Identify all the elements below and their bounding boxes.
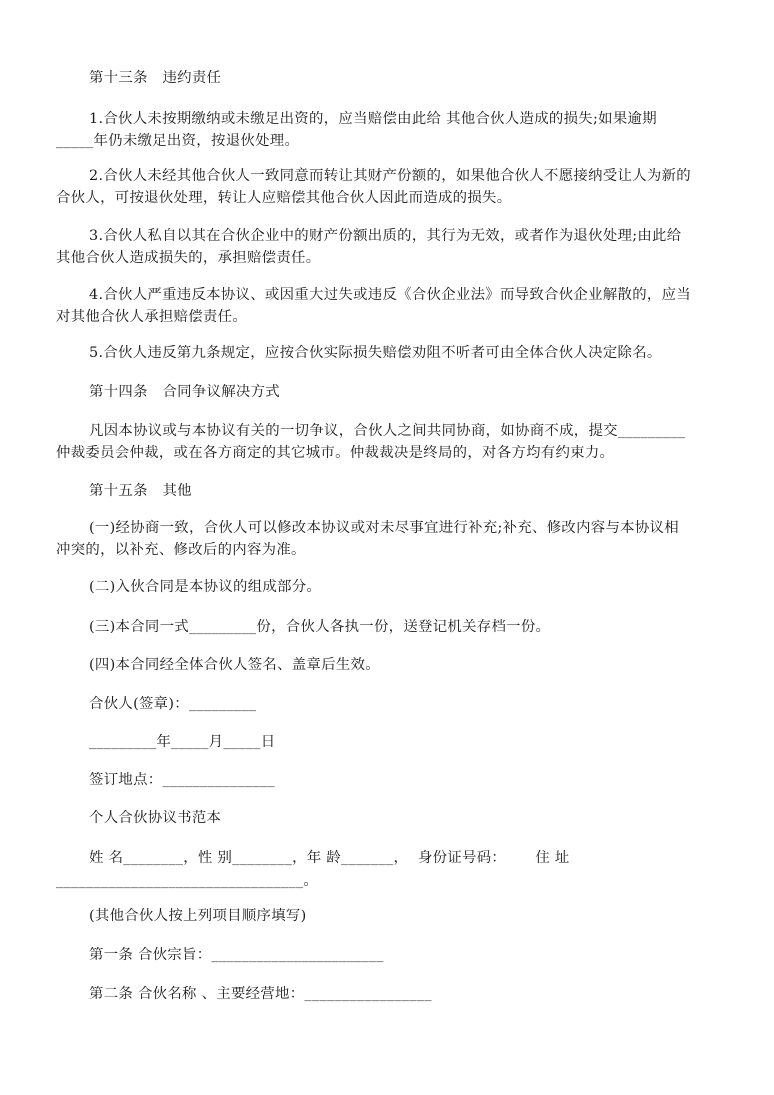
article-15-heading: 第十五条 其他 [89, 483, 192, 499]
article-14-heading: 第十四条 合同争议解决方式 [89, 384, 280, 400]
partner-info-form-line-1: 姓 名________，性 别________，年 龄_______， 身份证号码： 住 址 [89, 850, 570, 866]
article-13-clause-3-line-2: 其他合伙人造成损失的，承担赔偿责任。 [56, 250, 321, 266]
article-14-paragraph-line-2: 仲裁委员会仲裁，或在各方商定的其它城市。仲裁裁决是终局的，对各方均有约束力。 [56, 445, 615, 461]
article-15-item-4: (四)本合同经全体合伙人签名、盖章后生效。 [89, 657, 380, 673]
partner-signature-line: 合伙人(签章)：_________ [89, 696, 257, 712]
template-title: 个人合伙协议书范本 [89, 810, 222, 826]
article-13-heading: 第十三条 违约责任 [89, 70, 222, 86]
article-1-purpose: 第一条 合伙宗旨：_______________________ [89, 947, 384, 963]
signing-date-line: _________年_____月_____日 [89, 734, 276, 750]
article-13-clause-2-line-2: 合伙人，可按退伙处理，转让人应赔偿其他合伙人因此而造成的损失。 [56, 190, 512, 206]
article-15-item-1-line-2: 冲突的，以补充、修改后的内容为准。 [56, 542, 306, 558]
article-15-item-3: (三)本合同一式_________份，合伙人各执一份，送登记机关存档一份。 [89, 619, 551, 635]
article-15-item-1-line-1: (一)经协商一致，合伙人可以修改本协议或对未尽事宜进行补充;补充、修改内容与本协议相 [89, 520, 679, 536]
partner-info-form-line-2: _________________________________。 [56, 873, 319, 889]
article-13-clause-5: 5.合伙人违反第九条规定，应按合伙实际损失赔偿劝阻不听者可由全体合伙人决定除名。 [89, 345, 662, 361]
article-13-clause-4-line-2: 对其他合伙人承担赔偿责任。 [56, 309, 247, 325]
article-13-clause-1-line-1: 1.合伙人未按期缴纳或未缴足出资的，应当赔偿由此给 其他合伙人造成的损失;如果逾期 [89, 111, 657, 127]
article-13-clause-1-line-2: _____年仍未缴足出资，按退伙处理。 [56, 133, 300, 149]
fill-instruction-note: (其他合伙人按上列项目顺序填写) [89, 908, 307, 924]
article-2-name-and-address: 第二条 合伙名称 、主要经营地：_________________ [89, 986, 432, 1002]
article-13-clause-4-line-1: 4.合伙人严重违反本协议、或因重大过失或违反《合伙企业法》而导致合伙企业解散的，应当 [89, 287, 691, 303]
article-14-paragraph-line-1: 凡因本协议或与本协议有关的一切争议，合伙人之间共同协商，如协商不成，提交_________ [89, 423, 686, 439]
article-15-item-2: (二)入伙合同是本协议的组成部分。 [89, 579, 322, 595]
article-13-clause-2-line-1: 2.合伙人未经其他合伙人一致同意而转让其财产份额的，如果他合伙人不愿接纳受让人为新的 [89, 168, 691, 184]
signing-place-line: 签订地点：_______________ [89, 772, 275, 788]
article-13-clause-3-line-1: 3.合伙人私自以其在合伙企业中的财产份额出质的，其行为无效，或者作为退伙处理;由此给 [89, 228, 682, 244]
